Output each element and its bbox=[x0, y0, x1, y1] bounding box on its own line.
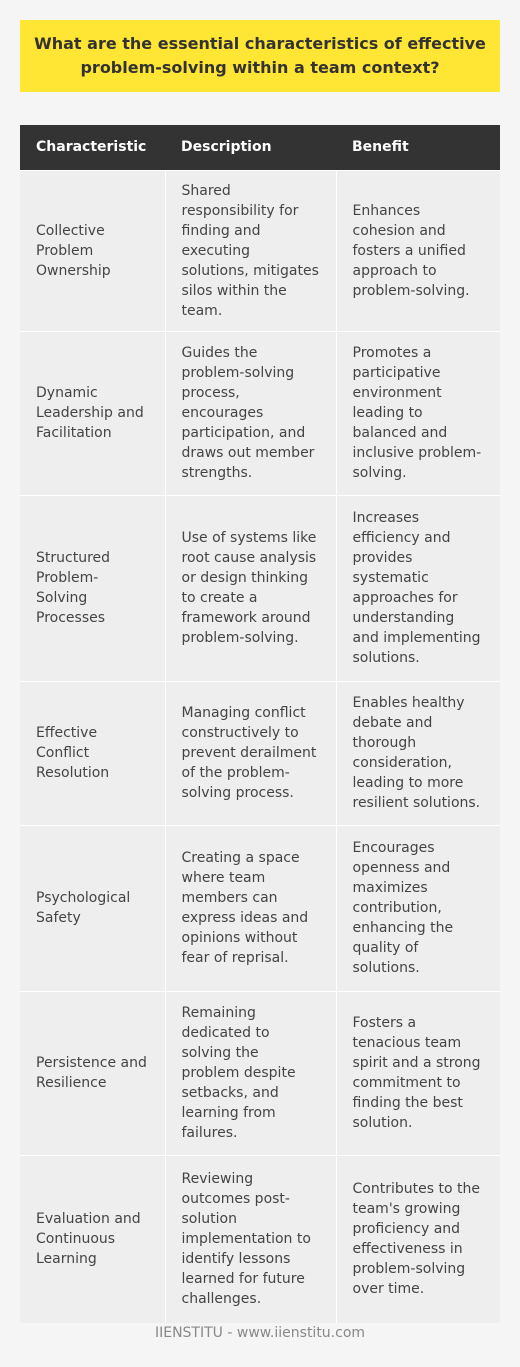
cell-description: Managing conflict constructively to prevent derailment of the problem-solving process. bbox=[165, 681, 336, 825]
cell-characteristic: Persistence and Resilience bbox=[20, 991, 165, 1155]
cell-benefit: Increases efficiency and provides systematic approaches for understanding and implementing solutions. bbox=[336, 495, 500, 681]
cell-characteristic: Evaluation and Continuous Learning bbox=[20, 1155, 165, 1323]
cell-description: Shared responsibility for finding and executing solutions, mitigates silos within the team. bbox=[165, 170, 336, 331]
footer-credit: IIENSTITU - www.iienstitu.com bbox=[154, 1325, 366, 1341]
cell-description: Remaining dedicated to solving the problem despite setbacks, and learning from failures. bbox=[165, 991, 336, 1155]
cell-characteristic: Structured Problem-Solving Processes bbox=[20, 495, 165, 681]
column-header-characteristic: Characteristic bbox=[20, 125, 165, 170]
cell-benefit: Encourages openness and maximizes contribution, enhancing the quality of solutions. bbox=[336, 825, 500, 991]
title-banner bbox=[20, 20, 500, 92]
column-header-description: Description bbox=[165, 125, 336, 170]
cell-description: Use of systems like root cause analysis or design thinking to create a framework around problem-solving. bbox=[165, 495, 336, 681]
table-row bbox=[20, 825, 500, 991]
table-row bbox=[20, 681, 500, 825]
cell-description: Creating a space where team members can express ideas and opinions without fear of reprisal. bbox=[165, 825, 336, 991]
table-row bbox=[20, 1155, 500, 1323]
cell-benefit: Contributes to the team's growing proficiency and effectiveness in problem-solving over time. bbox=[336, 1155, 500, 1323]
cell-description: Reviewing outcomes post-solution implementation to identify lessons learned for future challenges. bbox=[165, 1155, 336, 1323]
cell-benefit: Promotes a participative environment leading to balanced and inclusive problem-solving. bbox=[336, 331, 500, 495]
table-row bbox=[20, 170, 500, 331]
cell-characteristic: Psychological Safety bbox=[20, 825, 165, 991]
table-row bbox=[20, 991, 500, 1155]
characteristics-table bbox=[20, 125, 500, 1323]
cell-benefit: Enhances cohesion and fosters a unified approach to problem-solving. bbox=[336, 170, 500, 331]
table-row bbox=[20, 495, 500, 681]
column-header-benefit: Benefit bbox=[336, 125, 500, 170]
cell-description: Guides the problem-solving process, encourages participation, and draws out member strengths. bbox=[165, 331, 336, 495]
cell-characteristic: Dynamic Leadership and Facilitation bbox=[20, 331, 165, 495]
cell-benefit: Enables healthy debate and thorough consideration, leading to more resilient solutions. bbox=[336, 681, 500, 825]
table-row bbox=[20, 331, 500, 495]
cell-characteristic: Collective Problem Ownership bbox=[20, 170, 165, 331]
cell-characteristic: Effective Conflict Resolution bbox=[20, 681, 165, 825]
table-header-row bbox=[20, 125, 500, 170]
cell-benefit: Fosters a tenacious team spirit and a strong commitment to finding the best solution. bbox=[336, 991, 500, 1155]
page-title: What are the essential characteristics of effective problem-solving within a team context? bbox=[34, 34, 486, 77]
